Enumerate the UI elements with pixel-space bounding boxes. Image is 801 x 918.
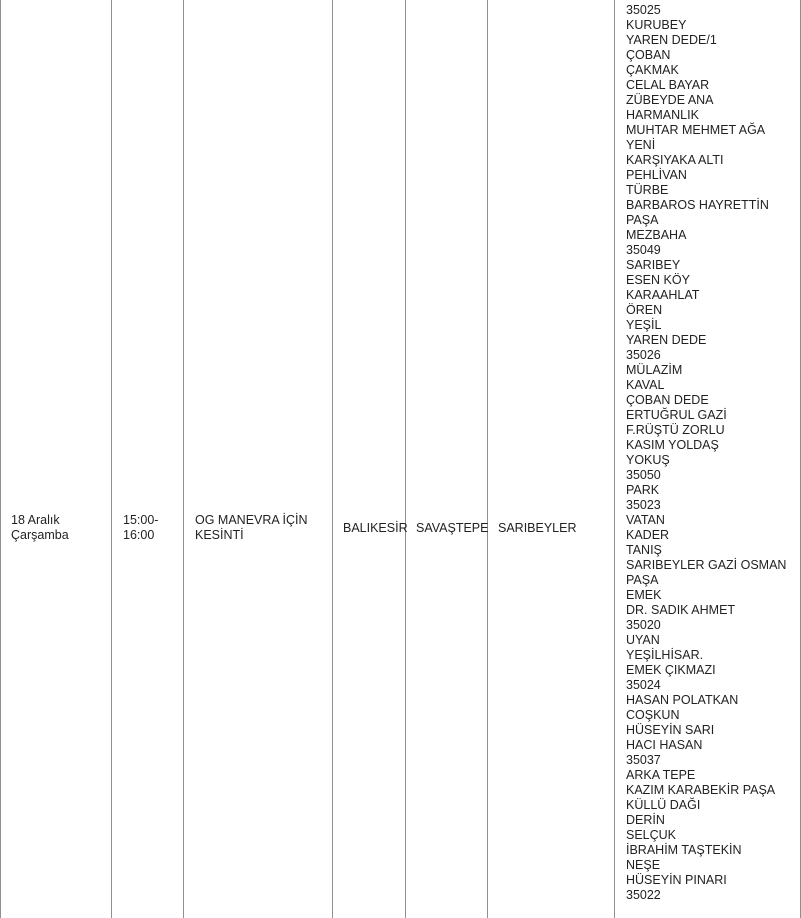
date-cell xyxy=(11,513,69,543)
street-item: TANIŞ xyxy=(626,543,662,557)
street-item: 35024 xyxy=(626,678,661,692)
street-item: 35049 xyxy=(626,243,661,257)
street-item: PEHLİVAN xyxy=(626,168,687,182)
street-item: PAŞA xyxy=(626,573,659,587)
street-item: DR. SADIK AHMET xyxy=(626,603,736,617)
street-item: İBRAHİM TAŞTEKİN xyxy=(626,843,742,857)
street-item: 35023 xyxy=(626,498,661,512)
time-start: 15:00- xyxy=(123,513,159,527)
street-item: SARIBEYLER GAZİ OSMAN xyxy=(626,558,787,572)
column-border xyxy=(332,0,333,918)
column-border xyxy=(183,0,184,918)
date-day: 18 Aralık xyxy=(11,513,60,527)
column-border xyxy=(111,0,112,918)
district-cell: SAVAŞTEPE xyxy=(416,521,489,535)
street-item: TÜRBE xyxy=(626,183,669,197)
street-item: HARMANLIK xyxy=(626,108,699,122)
column-border xyxy=(405,0,406,918)
street-item: EMEK ÇIKMAZI xyxy=(626,663,716,677)
street-item: HASAN POLATKAN xyxy=(626,693,739,707)
street-item: 35022 xyxy=(626,888,661,902)
street-item: KURUBEY xyxy=(626,18,687,32)
street-item: MÜLAZİM xyxy=(626,363,683,377)
reason-cell xyxy=(195,513,308,543)
street-item: KADER xyxy=(626,528,670,542)
street-item: KASIM YOLDAŞ xyxy=(626,438,719,452)
street-item: ÇOBAN xyxy=(626,48,671,62)
street-item: NEŞE xyxy=(626,858,661,872)
street-item: ÇOBAN DEDE xyxy=(626,393,709,407)
street-item: 35025 xyxy=(626,3,661,17)
street-item: 35037 xyxy=(626,753,661,767)
time-cell xyxy=(123,513,158,543)
street-item: YENİ xyxy=(626,138,656,152)
street-item: YEŞİL xyxy=(626,318,662,332)
street-item: VATAN xyxy=(626,513,665,527)
province-cell: BALIKESİR xyxy=(343,521,408,535)
street-item: KAZIM KARABEKİR PAŞA xyxy=(626,783,776,797)
date-weekday: Çarşamba xyxy=(11,528,69,542)
street-item: PAŞA xyxy=(626,213,659,227)
street-item: BARBAROS HAYRETTİN xyxy=(626,198,769,212)
street-item: HÜSEYİN PINARI xyxy=(626,873,727,887)
column-border xyxy=(487,0,488,918)
street-item: 35050 xyxy=(626,468,661,482)
street-item: KARŞIYAKA ALTI xyxy=(626,153,724,167)
street-item: PARK xyxy=(626,483,660,497)
street-item: ERTUĞRUL GAZİ xyxy=(626,408,727,422)
street-item: HACI HASAN xyxy=(626,738,703,752)
street-item: ARKA TEPE xyxy=(626,768,696,782)
street-item: KAVAL xyxy=(626,378,665,392)
street-item: HÜSEYİN SARI xyxy=(626,723,715,737)
column-border xyxy=(614,0,615,918)
street-item: YEŞİLHİSAR. xyxy=(626,648,704,662)
time-end: 16:00 xyxy=(123,528,155,542)
street-list xyxy=(626,3,800,903)
street-item: 35020 xyxy=(626,618,661,632)
street-item: DERİN xyxy=(626,813,665,827)
street-item: ZÜBEYDE ANA xyxy=(626,93,714,107)
street-item: ESEN KÖY xyxy=(626,273,690,287)
street-item: F.RÜŞTÜ ZORLU xyxy=(626,423,725,437)
street-item: MUHTAR MEHMET AĞA xyxy=(626,123,766,137)
street-item: SELÇUK xyxy=(626,828,677,842)
street-item: SARIBEY xyxy=(626,258,681,272)
neighborhood-cell: SARIBEYLER xyxy=(498,521,577,535)
street-item: COŞKUN xyxy=(626,708,680,722)
street-item: EMEK xyxy=(626,588,662,602)
street-item: KARAAHLAT xyxy=(626,288,700,302)
reason-line-2: KESİNTİ xyxy=(195,528,244,542)
street-item: CELAL BAYAR xyxy=(626,78,710,92)
street-item: ÇAKMAK xyxy=(626,63,679,77)
reason-line-1: OG MANEVRA İÇİN xyxy=(195,513,308,527)
street-item: KÜLLÜ DAĞI xyxy=(626,798,701,812)
street-item: UYAN xyxy=(626,633,660,647)
column-border xyxy=(0,0,1,918)
street-item: ÖREN xyxy=(626,303,663,317)
street-item: 35026 xyxy=(626,348,661,362)
street-item: YAREN DEDE xyxy=(626,333,707,347)
street-item: YOKUŞ xyxy=(626,453,670,467)
street-item: MEZBAHA xyxy=(626,228,687,242)
street-item: YAREN DEDE/1 xyxy=(626,33,717,47)
